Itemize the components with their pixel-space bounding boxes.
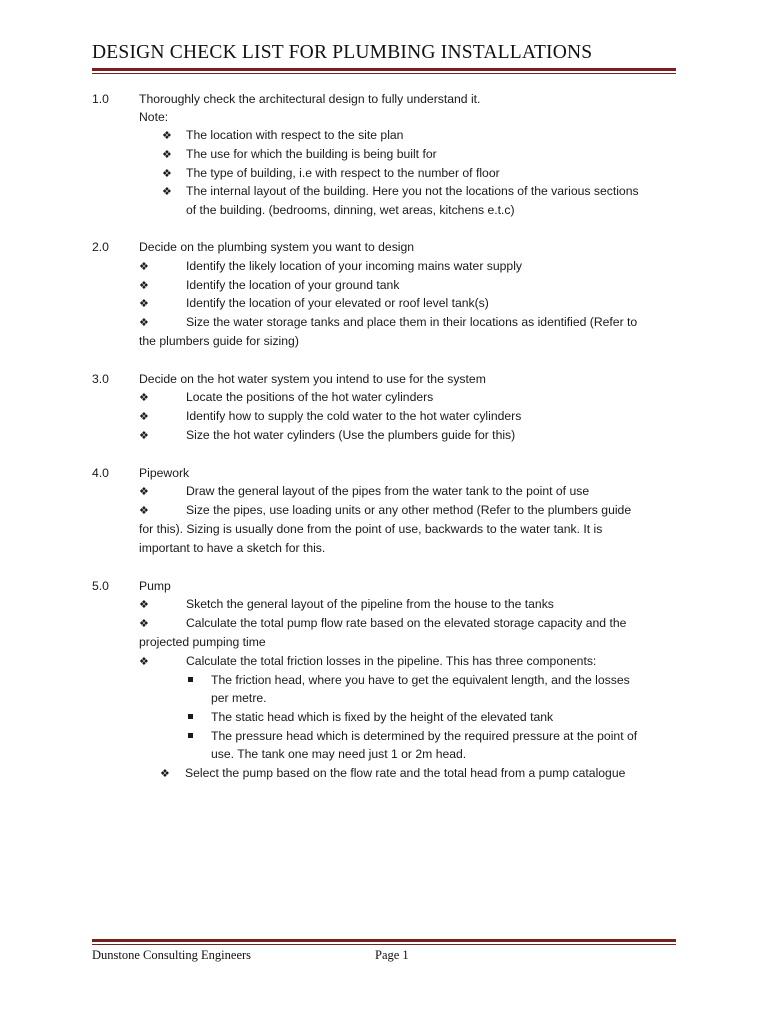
- section-number: 5.0: [92, 579, 109, 593]
- section-heading: Pump: [139, 579, 171, 593]
- footer-company: Dunstone Consulting Engineers: [92, 948, 252, 962]
- diamond-bullet-icon: ❖: [139, 261, 149, 273]
- page-title: DESIGN CHECK LIST FOR PLUMBING INSTALLATIONS: [92, 42, 593, 63]
- list-item: The use for which the building is being built for: [186, 147, 437, 161]
- diamond-bullet-icon: ❖: [139, 430, 149, 442]
- list-item: Sketch the general layout of the pipeline from the house to the tanks: [186, 597, 554, 611]
- note-label: Note:: [139, 110, 169, 124]
- sub-list-item-continuation: use. The tank one may need just 1 or 2m head.: [211, 747, 467, 761]
- square-bullet-icon: [188, 671, 193, 690]
- diamond-bullet-icon: ❖: [139, 618, 149, 630]
- square-bullet-icon: [188, 708, 193, 727]
- section-number: 2.0: [92, 240, 109, 254]
- list-item: Identify how to supply the cold water to the hot water cylinders: [186, 409, 522, 423]
- diamond-bullet-icon: ❖: [139, 392, 149, 404]
- list-item: Size the pipes, use loading units or any other method (Refer to the plumbers guide: [186, 503, 632, 517]
- diamond-bullet-icon: ❖: [139, 599, 149, 611]
- header-rule: [92, 68, 676, 74]
- diamond-bullet-icon: ❖: [162, 186, 172, 198]
- list-item: Identify the likely location of your incoming mains water supply: [186, 259, 522, 273]
- diamond-bullet-icon: ❖: [162, 130, 172, 142]
- list-item: Draw the general layout of the pipes from the water tank to the point of use: [186, 484, 590, 498]
- section-number: 3.0: [92, 372, 109, 386]
- diamond-bullet-icon: ❖: [139, 280, 149, 292]
- list-item: Select the pump based on the flow rate and the total head from a pump catalogue: [185, 766, 626, 780]
- list-item: Identify the location of your elevated or roof level tank(s): [186, 296, 489, 310]
- list-item: Identify the location of your ground tank: [186, 278, 400, 292]
- sub-list-item: The static head which is fixed by the height of the elevated tank: [211, 710, 554, 724]
- diamond-bullet-icon: ❖: [139, 298, 149, 310]
- diamond-bullet-icon: ❖: [162, 149, 172, 161]
- list-item-continuation: of the building. (bedrooms, dinning, wet areas, kitchens e.t.c): [186, 203, 515, 217]
- section-heading: Decide on the plumbing system you want to design: [139, 240, 415, 254]
- section-number: 1.0: [92, 92, 109, 106]
- list-item-continuation: projected pumping time: [139, 635, 266, 649]
- list-item: Size the water storage tanks and place them in their locations as identified (Refer to: [186, 315, 638, 329]
- diamond-bullet-icon: ❖: [139, 411, 149, 423]
- square-bullet-icon: [188, 727, 193, 746]
- diamond-bullet-icon: ❖: [139, 317, 149, 329]
- list-item: Calculate the total friction losses in the pipeline. This has three components:: [186, 654, 597, 668]
- sub-list-item: The friction head, where you have to get the equivalent length, and the losses: [211, 673, 630, 687]
- diamond-bullet-icon: ❖: [139, 505, 149, 517]
- diamond-bullet-icon: ❖: [162, 168, 172, 180]
- diamond-bullet-icon: ❖: [139, 656, 149, 668]
- diamond-bullet-icon: ❖: [160, 768, 170, 780]
- list-item: The internal layout of the building. Here you not the locations of the various sections: [186, 184, 639, 198]
- list-item-continuation: the plumbers guide for sizing): [139, 334, 299, 348]
- list-item: Locate the positions of the hot water cylinders: [186, 390, 434, 404]
- list-item: The location with respect to the site plan: [186, 128, 404, 142]
- footer-rule: [92, 939, 676, 945]
- list-item: Size the hot water cylinders (Use the plumbers guide for this): [186, 428, 516, 442]
- sub-list-item-continuation: per metre.: [211, 691, 267, 705]
- section-heading: Thoroughly check the architectural design to fully understand it.: [139, 92, 481, 106]
- diamond-bullet-icon: ❖: [139, 486, 149, 498]
- section-number: 4.0: [92, 466, 109, 480]
- section-heading: Pipework: [139, 466, 190, 480]
- list-item: The type of building, i.e with respect to the number of floor: [186, 166, 500, 180]
- section-heading: Decide on the hot water system you intend to use for the system: [139, 372, 486, 386]
- sub-list-item: The pressure head which is determined by the required pressure at the point of: [211, 729, 638, 743]
- list-item-continuation: for this). Sizing is usually done from the point of use, backwards to the water tank. It is: [139, 522, 603, 536]
- footer-page-number: Page 1: [375, 948, 409, 962]
- list-item-continuation: important to have a sketch for this.: [139, 541, 326, 555]
- list-item: Calculate the total pump flow rate based on the elevated storage capacity and the: [186, 616, 627, 630]
